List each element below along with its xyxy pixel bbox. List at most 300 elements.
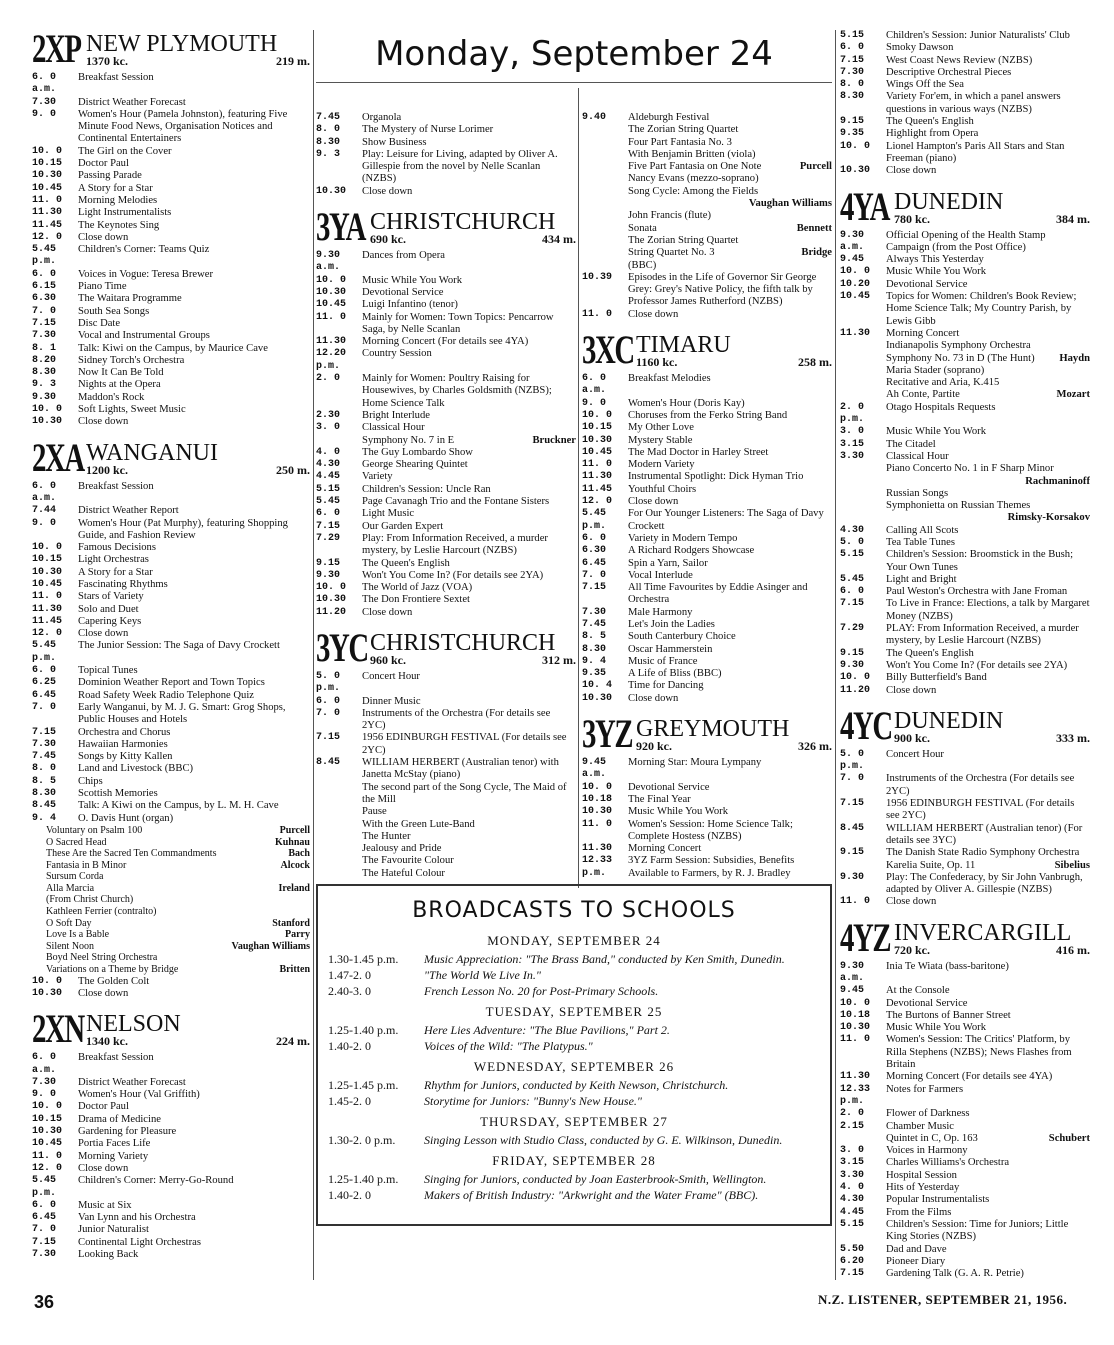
program-time (316, 831, 362, 843)
program-time: 10.30 (32, 1126, 63, 1138)
program-time: 10.30 (840, 1022, 871, 1034)
program-text: Modern Variety (628, 459, 695, 471)
program-title (886, 1170, 1090, 1182)
program-row (316, 312, 576, 337)
program-text: The Keynotes Sing (78, 219, 160, 231)
program-row (32, 1200, 310, 1212)
program-text: PLAY: From Information Received, a murder mystery, by Leslie Harcourt (NZBS) (886, 623, 1079, 647)
program-title (362, 671, 576, 696)
program-text: Women's Hour (Doris Kay) (628, 397, 745, 409)
program-text: Light Music (362, 508, 415, 520)
program-time (582, 223, 628, 235)
program-text: Paul Weston's Orchestra with Jane Froman (886, 586, 1068, 598)
program-title (628, 680, 832, 692)
program-text: Kathleen Ferrier (contralto) (46, 906, 157, 918)
program-text: Alla Marcia (46, 882, 95, 894)
program-title (886, 291, 1090, 328)
program-title (886, 1182, 1090, 1194)
program-row (32, 1089, 310, 1101)
program-row (32, 860, 310, 872)
program-row (582, 668, 832, 680)
program-text: Instruments of the Orchestra (For details see 2YC) (886, 773, 1075, 797)
program-text: Hawaiian Harmonies (78, 738, 168, 750)
program-text: Wings Off the Sea (886, 79, 964, 91)
station-header-right (636, 718, 832, 753)
program-title (78, 976, 310, 988)
program-time: 10.18 (582, 793, 613, 805)
program-title (78, 343, 310, 355)
program-text: Light Instrumentalists (78, 207, 172, 219)
program-text: The Queen's English (362, 557, 450, 569)
program-time: 7.15 (32, 1236, 57, 1248)
program-time: 11.20 (316, 606, 347, 618)
program-title (78, 800, 310, 812)
program-title (46, 860, 310, 872)
program-time: 10.30 (316, 286, 347, 298)
program-time: 4. 0 (316, 446, 341, 458)
program-time (316, 806, 362, 818)
program-time: 7.15 (32, 317, 57, 329)
program-time: 5. 0 (840, 536, 865, 548)
program-row (32, 848, 310, 860)
program-text: Chips (78, 775, 103, 787)
program-text: Our Garden Expert (362, 520, 444, 532)
program-row (32, 281, 310, 293)
station-metres: 219 m. (276, 54, 310, 68)
program-title (362, 521, 576, 533)
station-city: NEW PLYMOUTH (86, 31, 278, 57)
program-text: Van Lynn and his Orchestra (78, 1212, 196, 1224)
program-row (840, 1071, 1090, 1083)
program-text: Voluntary on Psalm 100 (46, 824, 143, 836)
station-frequency (894, 944, 1090, 957)
program-time (840, 353, 886, 365)
program-title (628, 484, 832, 496)
program-time (840, 389, 886, 401)
program-row (32, 604, 310, 616)
station-header-right (370, 211, 576, 246)
program-time: 12. 0 (32, 231, 63, 243)
program-text: Male Harmony (628, 606, 693, 618)
program-time: 9. 3 (316, 148, 341, 160)
program-text: The Mad Doctor in Harley Street (628, 446, 769, 458)
program-time: 6. 0 (582, 532, 607, 544)
program-row (32, 579, 310, 591)
program-time: 3.15 (840, 438, 865, 450)
program-row (32, 1077, 310, 1089)
program-time: 10. 0 (840, 672, 871, 684)
program-row (582, 656, 832, 668)
program-text: Fascinating Rhythms (78, 578, 168, 590)
program-title (628, 782, 832, 794)
program-text: 3YZ Farm Session: Subsidies, Benefits Available to Farmers, by R. J. Bradley (628, 855, 795, 879)
program-title (886, 67, 1090, 79)
program-time (582, 260, 628, 272)
schools-day-heading: TUESDAY, SEPTEMBER 25 (485, 1004, 663, 1019)
program-title (362, 855, 576, 867)
program-time: 7.15 (840, 798, 865, 810)
schools-days (328, 933, 820, 1202)
program-text: Women's Hour (Pat Murphy), featuring Shopping Guide, and Fashion Review (78, 517, 288, 541)
program-row (582, 309, 832, 321)
composer: Stanford (272, 917, 310, 929)
station-call: 4YA (840, 183, 890, 229)
program-title (628, 422, 832, 434)
program-text: Hospital Session (886, 1169, 957, 1181)
program-title (628, 260, 832, 272)
program-title (78, 416, 310, 428)
program-title (628, 668, 832, 680)
station-header (316, 624, 576, 670)
program-row (32, 665, 310, 677)
program-row (840, 463, 1090, 488)
station-header (582, 327, 832, 373)
program-text: These Are the Sacred Ten Commandments (46, 848, 217, 860)
program-row (582, 447, 832, 459)
program-time: 5. 0 p.m. (316, 670, 341, 695)
program-time: 10.30 (582, 692, 613, 704)
program-text: West Coast News Review (NZBS) (886, 54, 1033, 66)
program-time: 10.39 (582, 271, 613, 283)
program-title (628, 533, 832, 545)
program-title (886, 1268, 1090, 1280)
program-title (886, 451, 1090, 463)
station-block-4yz (840, 914, 1090, 1280)
program-title (886, 1219, 1090, 1244)
station-call: 2XA (32, 434, 84, 480)
station-header (32, 434, 310, 480)
program-time: 8.30 (582, 643, 607, 655)
program-title (362, 570, 576, 582)
program-time: 10.15 (32, 1113, 63, 1125)
program-row (316, 275, 576, 287)
program-title (362, 819, 576, 831)
program-text: Topical Tunes (78, 665, 138, 677)
station-kc: 720 kc. (894, 942, 930, 957)
program-time: 10. 0 (32, 975, 63, 987)
program-text: Doctor Paul (78, 158, 129, 170)
program-title (78, 1200, 310, 1212)
program-time: 6. 0 (840, 586, 865, 598)
program-title (628, 757, 832, 782)
program-text: Close down (362, 606, 413, 618)
program-time: 9.15 (840, 116, 865, 128)
program-text: Talk: A Kiwi on the Campus, by L. M. H. Cave (78, 800, 279, 812)
program-row (316, 336, 576, 348)
program-time: 10.45 (840, 291, 871, 303)
program-time: 7.45 (316, 112, 341, 123)
program-title (628, 693, 832, 705)
program-title (886, 1157, 1090, 1169)
program-row (840, 1268, 1090, 1280)
station-call: 2XP (32, 30, 81, 71)
station-block-3ya (316, 112, 576, 619)
program-time: 11.30 (316, 336, 347, 348)
program-row (840, 586, 1090, 598)
program-title (362, 422, 576, 434)
program-title (78, 1175, 310, 1200)
station-metres: 258 m. (798, 355, 832, 370)
program-row (840, 254, 1090, 266)
program-title (362, 732, 576, 757)
program-row (316, 806, 576, 818)
program-title (886, 128, 1090, 140)
program-text: Looking Back (78, 1248, 139, 1260)
page-title: Monday, September 24 (316, 30, 832, 83)
program-text: Let's Join the Ladies (628, 618, 715, 630)
program-text: Dad and Dave (886, 1243, 947, 1255)
station-header (316, 204, 576, 250)
program-time: 8. 0 (840, 79, 865, 91)
program-time: 10.30 (32, 987, 63, 999)
schools-program: Singing for Juniors, conducted by Joan Easterbrook-Smith, Wellington. (424, 1172, 767, 1186)
program-row (32, 146, 310, 158)
program-title (78, 392, 310, 404)
program-row (316, 287, 576, 299)
program-time: 5.45 p.m. (582, 508, 607, 532)
program-title (78, 1077, 310, 1089)
program-time: 11.45 (32, 219, 63, 231)
program-time: 11.45 (582, 483, 613, 495)
program-text: Songs by Kitty Kallen (78, 751, 173, 763)
program-text: The Guy Lombardo Show (362, 446, 473, 458)
program-text: The Don Frontiere Sextet (362, 594, 470, 606)
schools-program: "The World We Live In." (424, 968, 541, 982)
program-title (362, 533, 576, 558)
station-block-3yz (582, 711, 832, 880)
program-row (32, 871, 310, 883)
program-text: Soft Lights, Sweet Music (78, 404, 186, 416)
program-text: Play: Leisure for Living, adapted by Oliver A. Gillespie from the novel by Nelle Scanlan (NZBS) (362, 148, 558, 185)
program-title (78, 604, 310, 616)
program-title (362, 435, 576, 447)
program-time: 7.30 (32, 1076, 57, 1088)
station-metres: 416 m. (1056, 942, 1090, 957)
program-time: 11.30 (582, 471, 613, 483)
program-title (362, 299, 576, 311)
program-row (32, 776, 310, 788)
program-title (46, 883, 310, 895)
schools-row (328, 1188, 820, 1202)
program-title (78, 988, 310, 1000)
program-text: The second part of the Song Cycle, The Maid of the Mill (362, 781, 567, 805)
program-row (582, 782, 832, 794)
program-time: 6. 0 a.m. (32, 72, 57, 96)
program-time: 9.40 (582, 112, 607, 123)
program-text: Official Opening of the Health Stamp Campaign (from the Post Office) (886, 229, 1046, 253)
program-time: 7. 0 (582, 569, 607, 581)
station-header (32, 30, 310, 71)
program-row (582, 471, 832, 483)
program-time: 9. 0 (32, 108, 57, 120)
program-time: 6. 0 (32, 1199, 57, 1211)
program-time (316, 843, 362, 855)
program-text: Popular Instrumentalists (886, 1194, 990, 1206)
program-row (840, 798, 1090, 823)
program-time (316, 435, 362, 447)
program-time: 10.45 (32, 1138, 63, 1150)
program-title (78, 677, 310, 689)
schools-program: Singing Lesson with Studio Class, conducted by G. E. Wilkinson, Dunedin. (424, 1133, 783, 1147)
program-text: Children's Session: Broomstick in the Bush; Your Own Tunes (886, 549, 1074, 573)
program-row (840, 365, 1090, 377)
program-text: Highlight from Opera (886, 128, 979, 140)
program-text: Topics for Women: Children's Book Review; Home Science Talk; My Country Parish, by Lewis Gibb (886, 291, 1077, 327)
program-row (840, 291, 1090, 328)
program-text: Continental Light Orchestras (78, 1236, 201, 1248)
program-title (362, 582, 576, 594)
program-row (582, 422, 832, 434)
program-title (628, 558, 832, 570)
program-row (32, 343, 310, 355)
program-title (886, 985, 1090, 997)
program-title (78, 1163, 310, 1175)
program-text: Won't You Come In? (For details see 2YA) (362, 569, 544, 581)
program-row (840, 426, 1090, 438)
station-frequency (370, 654, 576, 667)
program-time: 3.15 (840, 1157, 865, 1169)
program-title (886, 165, 1090, 177)
program-time: 10.20 (840, 278, 871, 290)
program-time: 7.30 (32, 738, 57, 750)
station-header (840, 702, 1090, 748)
program-row (582, 210, 832, 222)
program-text: Youthful Choirs (628, 483, 697, 495)
program-time: 10.30 (840, 165, 871, 177)
program-time: 2. 0 (316, 373, 341, 385)
program-row (582, 508, 832, 533)
program-row (316, 831, 576, 843)
program-title (78, 367, 310, 379)
program-row (32, 1126, 310, 1138)
program-row (840, 279, 1090, 291)
program-title (628, 582, 832, 607)
program-row (840, 685, 1090, 697)
program-row (582, 582, 832, 607)
program-title (46, 825, 310, 837)
program-text: Bright Interlude (362, 409, 430, 421)
column-middle-left (316, 112, 576, 880)
program-text: District Weather Forecast (78, 1076, 186, 1088)
program-row (316, 508, 576, 520)
program-time: 7.44 (32, 505, 57, 517)
program-title (78, 579, 310, 591)
program-row (32, 330, 310, 342)
program-row (32, 591, 310, 603)
station-header-right (894, 188, 1090, 226)
program-row (32, 628, 310, 640)
program-time: 6.25 (32, 677, 57, 689)
program-text: Devotional Service (886, 997, 968, 1009)
program-title (886, 30, 1090, 42)
program-text: Close down (78, 416, 129, 428)
program-text: Piano Concerto No. 1 in F Sharp Minor (886, 463, 1054, 475)
station-city: CHRISTCHURCH (370, 629, 556, 656)
program-time: 10. 0 (840, 266, 871, 278)
program-text: Dominion Weather Report and Town Topics (78, 677, 265, 689)
program-title (628, 247, 832, 259)
program-text: Gardening Talk (G. A. R. Petrie) (886, 1268, 1024, 1280)
program-title (628, 656, 832, 668)
program-time: 6.15 (32, 281, 57, 293)
program-row (840, 998, 1090, 1010)
program-time: 7.30 (32, 96, 57, 108)
program-time: 9.15 (316, 557, 341, 569)
program-text: Devotional Service (362, 286, 444, 298)
program-text: Music While You Work (886, 426, 986, 438)
program-time: 9.15 (840, 647, 865, 659)
program-title (78, 1212, 310, 1224)
station-block-2xn (32, 1006, 310, 1261)
program-text: O Soft Day (46, 917, 92, 929)
column-middle-right (582, 112, 832, 880)
program-title (886, 1133, 1090, 1145)
program-text: Music While You Work (886, 266, 986, 278)
program-text: Fantasia in B Minor (46, 859, 127, 871)
program-title (628, 161, 832, 173)
program-title (628, 435, 832, 447)
program-text: Morning Concert (628, 843, 702, 855)
program-row (32, 481, 310, 506)
station-block-3xc (582, 112, 832, 705)
program-text: Four Part Fantasia No. 3 (628, 136, 732, 148)
program-row (32, 518, 310, 543)
program-row (582, 570, 832, 582)
program-title (78, 72, 310, 97)
program-row (32, 567, 310, 579)
program-time: 9. 0 (32, 517, 57, 529)
station-call: 3YC (316, 624, 368, 670)
program-time: 10.45 (582, 446, 613, 458)
program-text: All Time Favourites by Eddie Asinger and Orchestra (628, 582, 808, 606)
program-title (886, 1034, 1090, 1071)
program-text: Otago Hospitals Requests (886, 401, 996, 413)
station-frequency (636, 740, 832, 753)
program-time: 7.15 (840, 598, 865, 610)
program-row (840, 1194, 1090, 1206)
composer: Mozart (1056, 389, 1090, 401)
program-text: Junior Naturalist (78, 1224, 149, 1236)
program-time (840, 860, 886, 872)
program-text: Close down (78, 628, 129, 640)
program-time: 12. 0 (32, 628, 63, 640)
station-frequency (894, 213, 1090, 226)
program-title (78, 183, 310, 195)
program-text: (BBC) (628, 259, 657, 271)
program-row (32, 1138, 310, 1150)
program-text: Breakfast Session (78, 72, 154, 83)
program-row (840, 230, 1090, 255)
program-text: Children's Session: Junior Naturalists' Club (886, 30, 1070, 41)
program-row (582, 607, 832, 619)
program-title (886, 586, 1090, 598)
program-row (32, 1114, 310, 1126)
program-title (362, 806, 576, 818)
program-title (886, 672, 1090, 684)
program-text: The Hunter (362, 830, 411, 842)
program-title (78, 1151, 310, 1163)
program-title (46, 906, 310, 918)
program-title (78, 109, 310, 146)
program-row (316, 422, 576, 434)
program-text: South Canterbury Choice (628, 631, 736, 643)
program-title (628, 607, 832, 619)
composer: Parry (285, 929, 310, 941)
program-text: Children's Session: Time for Juniors; Little King Stories (NZBS) (886, 1218, 1069, 1243)
program-text: Close down (628, 496, 679, 508)
program-title (628, 373, 832, 398)
program-row (32, 97, 310, 109)
